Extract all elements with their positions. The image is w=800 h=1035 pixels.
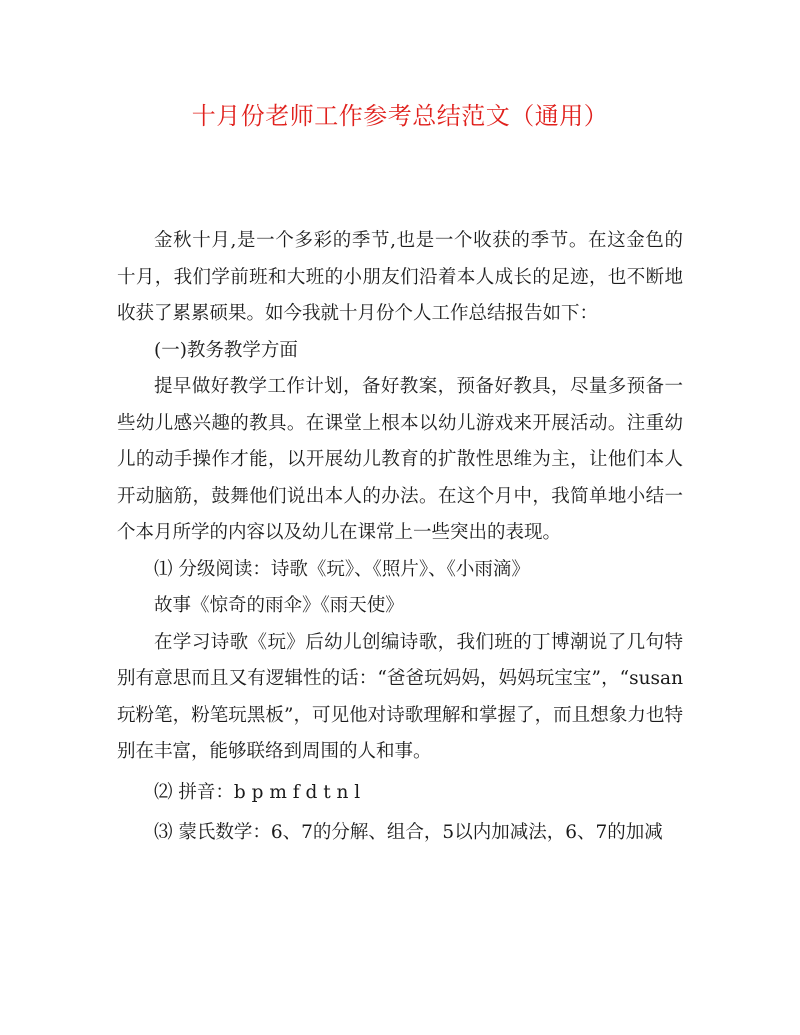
list-item-pinyin: ⑵ 拼音：b p m f d t n l xyxy=(154,781,361,803)
document-title: 十月份老师工作参考总结范文（通用） xyxy=(191,102,609,130)
list-item-montessori-math: ⑶ 蒙氏数学：6、7的分解、组合，5以内加减法，6、7的加减 xyxy=(154,822,663,843)
document-body xyxy=(117,223,683,852)
list-item-graded-reading: ⑴ 分级阅读：诗歌《玩》、《照片》、《小雨滴》 xyxy=(154,558,530,580)
list-item-stories: 故事《惊奇的雨伞》《雨天使》 xyxy=(154,595,404,616)
section-heading-teaching: (一)教务教学方面 xyxy=(154,339,298,361)
paragraph-poem-creation: 在学习诗歌《玩》后幼儿创编诗歌，我们班的丁博潮说了几句特别有意思而且又有逻辑性的话：“爸爸玩妈妈，妈妈玩宝宝”，“susan玩粉笔，粉笔玩黑板”，可见他对诗歌理解和掌握了，而且想象力也特别在丰富，能够联络到周围的人和事。 xyxy=(117,631,683,762)
paragraph-teaching-plan: 提早做好教学工作计划，备好教案，预备好教具，尽量多预备一些幼儿感兴趣的教具。在课堂上根本以幼儿游戏来开展活动。注重幼儿的动手操作才能，以开展幼儿教育的扩散性思维为主，让他们本人开动脑筋，鼓舞他们说出本人的办法。在这个月中，我简单地小结一个本月所学的内容以及幼儿在课常上一些突出的表现。 xyxy=(117,376,683,543)
paragraph-intro: 金秋十月,是一个多彩的季节,也是一个收获的季节。在这金色的十月，我们学前班和大班的小朋友们沿着本人成长的足迹，也不断地收获了累累硕果。如今我就十月份个人工作总结报告如下： xyxy=(117,230,683,324)
